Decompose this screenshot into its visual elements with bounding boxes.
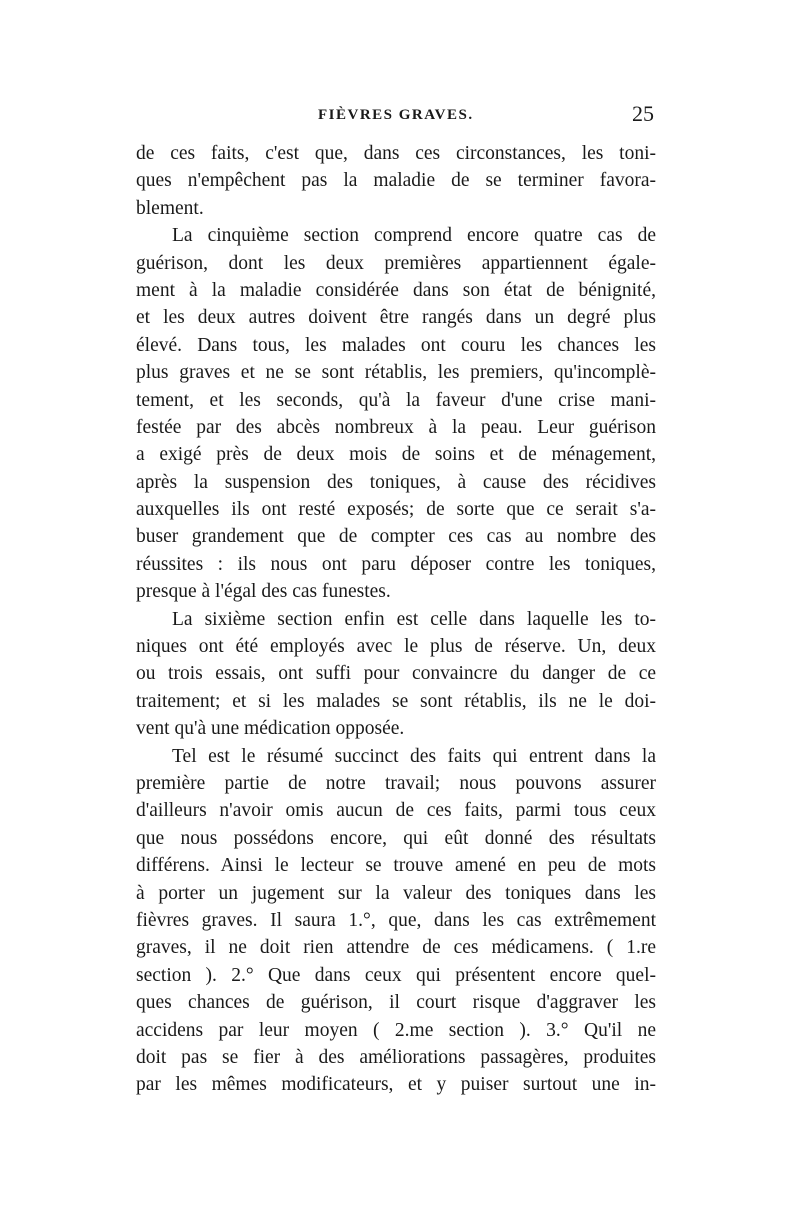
text-line: plus graves et ne se sont rétablis, les premiers, qu'incomplè- [136, 362, 656, 384]
paragraph-3 [136, 606, 656, 743]
paragraph-2 [136, 222, 656, 605]
text-line: graves, il ne doit rien attendre de ces médicamens. ( 1.re [136, 937, 656, 959]
text-line: niques ont été employés avec le plus de réserve. Un, deux [136, 636, 656, 658]
paragraph-4 [136, 743, 656, 1099]
text-line: ment à la maladie considérée dans son état de bénignité, [136, 279, 656, 301]
text-line: La sixième section enfin est celle dans laquelle les to- [172, 608, 656, 630]
text-line: traitement; et si les malades se sont rétablis, ils ne le doi- [136, 690, 656, 712]
running-title: FIÈVRES GRAVES. [318, 107, 474, 123]
text-line: fièvres graves. Il saura 1.°, que, dans les cas extrêmement [136, 909, 656, 931]
text-line: Tel est le résumé succinct des faits qui entrent dans la [172, 745, 656, 767]
text-line: ou trois essais, ont suffi pour convaincre du danger de ce [136, 663, 656, 685]
text-line: réussites : ils nous ont paru déposer contre les toniques, [136, 553, 656, 575]
text-line: blement. [136, 197, 204, 219]
text-line: élevé. Dans tous, les malades ont couru les chances les [136, 334, 656, 356]
text-line: a exigé près de deux mois de soins et de ménagement, [136, 444, 656, 466]
text-line: vent qu'à une médication opposée. [136, 718, 405, 740]
text-line: section ). 2.° Que dans ceux qui présentent encore quel- [136, 964, 656, 986]
text-line: auxquelles ils ont resté exposés; de sorte que ce serait s'a- [136, 499, 656, 521]
text-line: accidens par leur moyen ( 2.me section ). 3.° Qu'il ne [136, 1019, 656, 1041]
page-number: 25 [632, 101, 654, 126]
text-line: d'ailleurs n'avoir omis aucun de ces faits, parmi tous ceux [136, 800, 656, 822]
paragraph-1 [136, 140, 656, 222]
text-line: presque à l'égal des cas funestes. [136, 581, 391, 603]
text-line: par les mêmes modificateurs, et y puiser surtout une in- [136, 1074, 656, 1096]
text-line: tement, et les seconds, qu'à la faveur d'une crise mani- [136, 389, 656, 411]
text-line: La cinquième section comprend encore quatre cas de [172, 225, 656, 247]
text-line: après la suspension des toniques, à cause des récidives [136, 471, 656, 493]
text-line: différens. Ainsi le lecteur se trouve amené en peu de mots [136, 855, 656, 877]
text-line: de ces faits, c'est que, dans ces circonstances, les toni- [136, 143, 656, 164]
text-line: guérison, dont les deux premières appartiennent égale- [136, 252, 656, 274]
text-line: ques chances de guérison, il court risque d'aggraver les [136, 992, 656, 1014]
text-line: à porter un jugement sur la valeur des toniques dans les [136, 882, 656, 904]
text-line: et les deux autres doivent être rangés dans un degré plus [136, 307, 656, 329]
running-head [138, 103, 658, 133]
text-line: première partie de notre travail; nous pouvons assurer [136, 772, 656, 794]
text-line: buser grandement que de compter ces cas au nombre des [136, 526, 656, 548]
body-text [136, 140, 656, 1099]
text-line: festée par des abcès nombreux à la peau. Leur guérison [136, 416, 656, 438]
text-line: que nous possédons encore, qui eût donné des résultats [136, 827, 656, 849]
text-line: ques n'empêchent pas la maladie de se terminer favora- [136, 170, 656, 192]
text-line: doit pas se fier à des améliorations passagères, produites [136, 1046, 656, 1068]
